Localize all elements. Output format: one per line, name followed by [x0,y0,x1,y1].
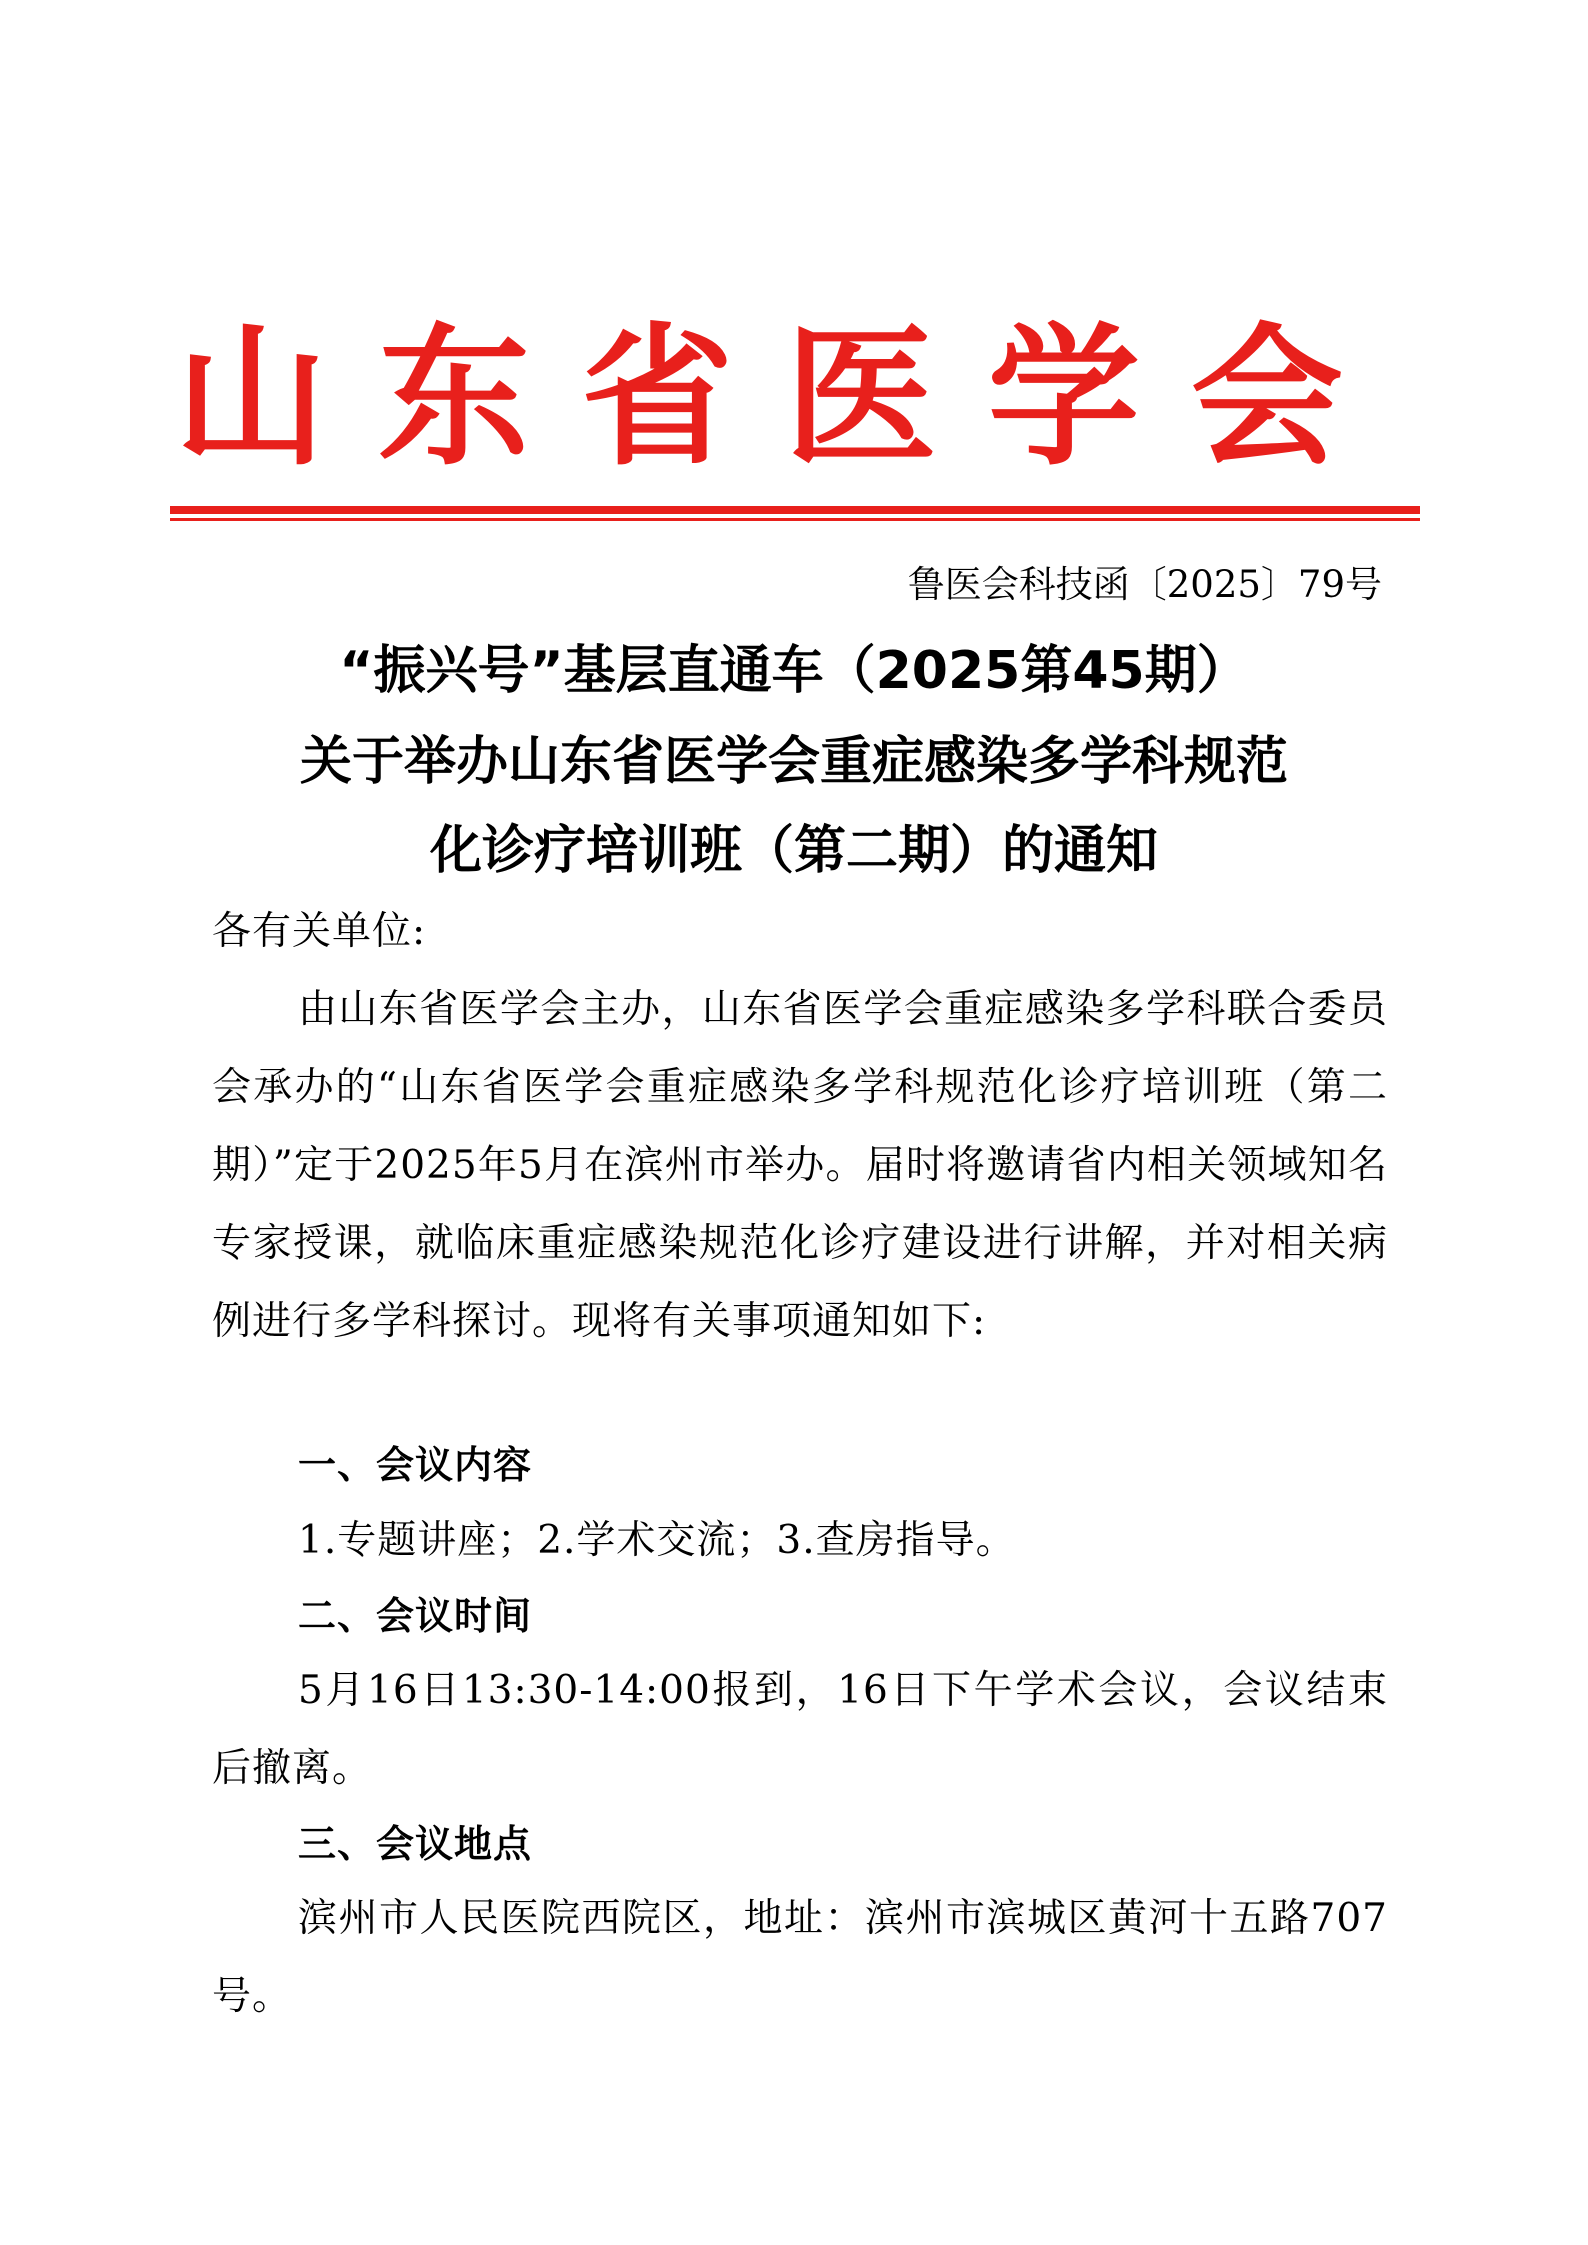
section-1-heading: 一、会议内容 [298,1443,533,1487]
section-1-content: 1.专题讲座；2.学术交流；3.查房指导。 [298,1518,1016,1563]
title-line-3: 化诊疗培训班（第二期）的通知 [429,821,1158,881]
section-2-content: 5月16日13:30-14:00报到，16日下午学术会议，会议结束后撤离。 [212,1668,1388,1791]
document-number: 鲁医会科技函〔2025〕79号 [907,563,1382,606]
organization-masthead [175,309,1343,486]
title-line-1: “振兴号”基层直通车（2025第45期） [339,641,1249,701]
title-line-2: 关于举办山东省医学会重症感染多学科规范 [299,732,1288,792]
masthead-char: 东 [378,309,531,486]
section-3-content: 滨州市人民医院西院区，地址：滨州市滨城区黄河十五路707号。 [212,1896,1388,2019]
masthead-char: 医 [784,309,937,486]
intro-paragraph: 由山东省医学会主办，山东省医学会重症感染多学科联合委员会承办的“山东省医学会重症感染多学科规范化诊疗培训班（第二期）”定于2025年5月在滨州市举办。届时将邀请省内相关领域知名专家授课，就临床重症感染规范化诊疗建设进行讲解，并对相关病例进行多学科探讨。现将有关事项通知如下: [212,987,1388,1344]
masthead-char: 省 [581,309,734,486]
section-3-heading: 三、会议地点 [298,1822,533,1866]
masthead-char: 会 [1190,309,1343,486]
header-divider-thick [170,506,1420,514]
salutation: 各有关单位: [212,909,427,954]
masthead-char: 山 [175,309,327,486]
masthead-char: 学 [987,309,1140,486]
section-2-heading: 二、会议时间 [298,1594,533,1638]
header-divider-thin [170,518,1420,521]
